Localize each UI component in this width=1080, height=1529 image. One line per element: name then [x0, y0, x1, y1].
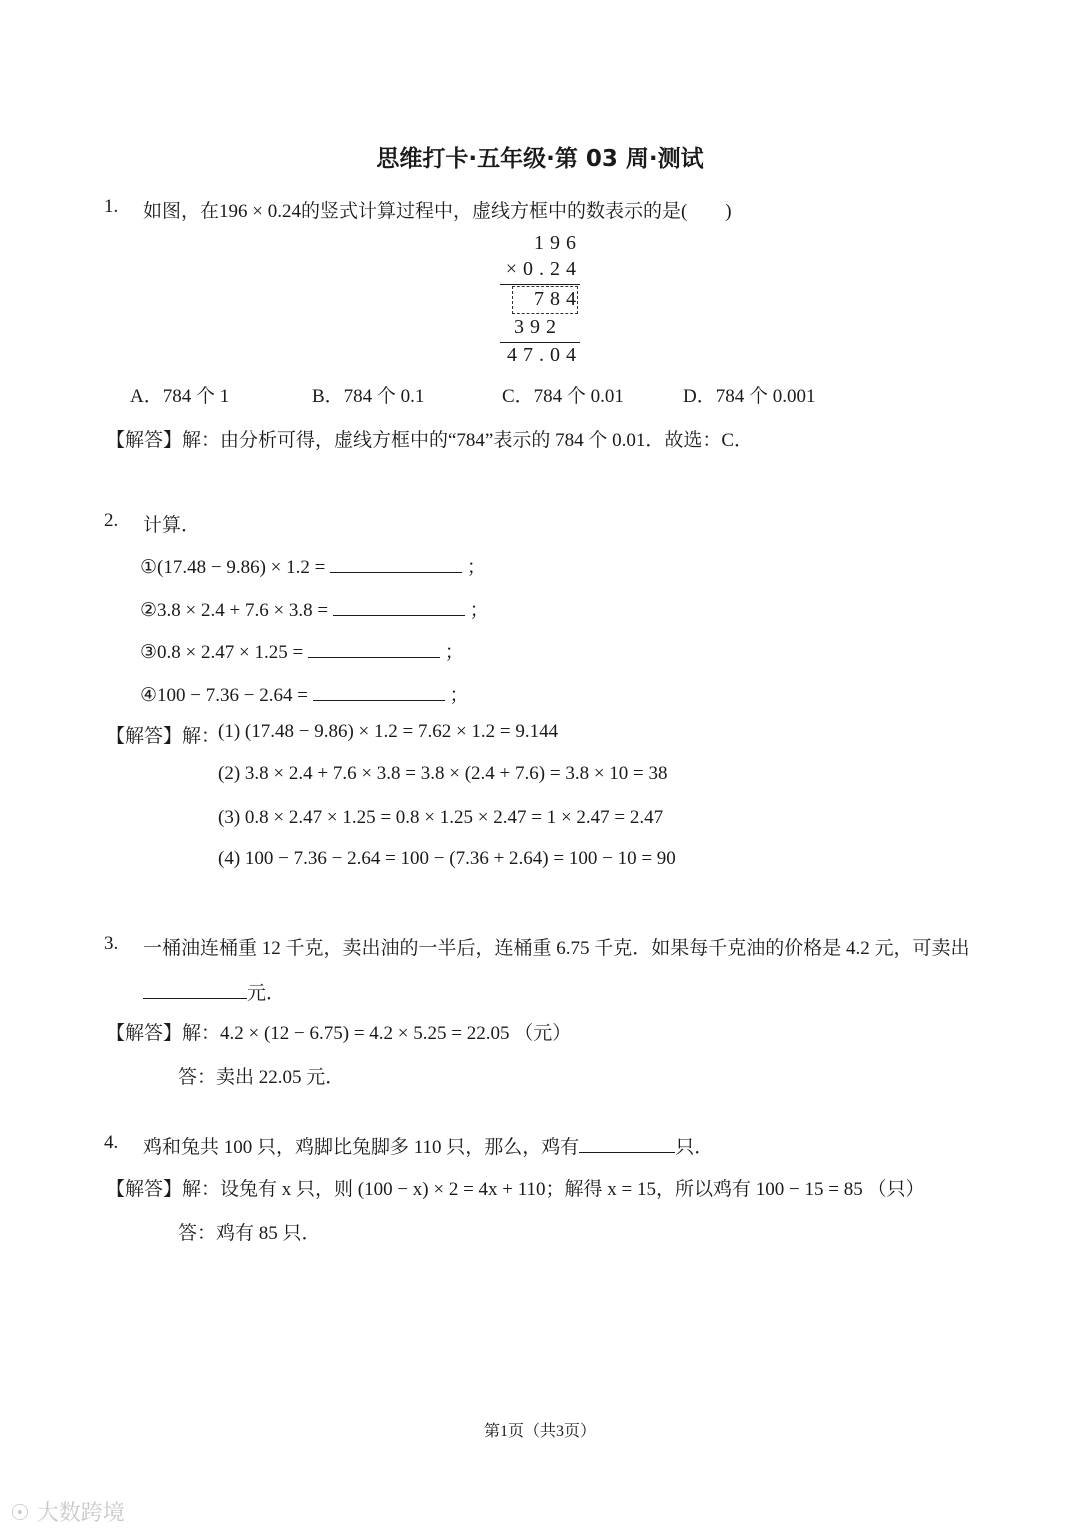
page-title: 思维打卡·五年级·第 03 周·测试 [376, 146, 704, 172]
watermark-logo-icon: ☉ [10, 1501, 30, 1526]
q4-reply: 答：鸡有 85 只． [178, 1223, 321, 1244]
q2-answer-3: (3) 0.8 × 2.47 × 1.25 = 0.8 × 1.25 × 2.47 = 1 × 2.47 = 2.47 [218, 807, 664, 828]
q2-answer-2: (2) 3.8 × 2.4 + 7.6 × 3.8 = 3.8 × (2.4 + 7.6) = 3.8 × 10 = 38 [218, 763, 668, 784]
q1-text: 如图，在196 × 0.24的竖式计算过程中，虚线方框中的数表示的是( ) [143, 201, 732, 222]
vertical-calculation [496, 228, 596, 368]
q3-reply: 答：卖出 22.05 元． [178, 1067, 345, 1088]
item-end: ； [466, 557, 486, 578]
q2-item-2-expr: ②3.8 × 2.4 + 7.6 × 3.8 = [140, 600, 329, 621]
q4-text [143, 1132, 713, 1159]
answer-blank [330, 554, 462, 573]
q2-item-3-expr: ③0.8 × 2.47 × 1.25 = [140, 642, 304, 663]
q2-item-4-expr: ④100 − 7.36 − 2.64 = [140, 685, 308, 706]
q1-option-c: C．784 个 0.01 [502, 386, 624, 407]
q3-answer: 【解答】解：4.2 × (12 − 6.75) = 4.2 × 5.25 = 22.05 （元） [106, 1023, 572, 1044]
page-footer: 第1页（共3页） [483, 1423, 596, 1440]
q4-text-b: 只． [675, 1137, 714, 1158]
calc-row-result: 47.04 [507, 344, 582, 366]
q3-suffix: 元． [247, 983, 286, 1004]
q2-item-1 [140, 552, 486, 579]
item-end: ； [469, 600, 489, 621]
q3-line2 [143, 978, 285, 1005]
q3-text: 一桶油连桶重 12 千克，卖出油的一半后，连桶重 6.75 千克．如果每千克油的价格是 4.2 元，可卖出 [143, 938, 970, 959]
calc-line [500, 342, 580, 343]
answer-blank [308, 639, 440, 658]
q2-text: 计算． [143, 515, 201, 536]
q1-option-d: D．784 个 0.001 [683, 386, 816, 407]
q1-option-b: B．784 个 0.1 [312, 386, 425, 407]
answer-blank [579, 1134, 675, 1153]
q2-item-2 [140, 595, 489, 622]
watermark [10, 1496, 125, 1527]
q2-item-1-expr: ①(17.48 − 9.86) × 1.2 = [140, 557, 326, 578]
answer-blank [143, 980, 247, 999]
calc-line [500, 284, 580, 285]
q1-option-a: A．784 个 1 [130, 386, 230, 407]
calc-row-partial-2: 392 [514, 316, 562, 338]
q2-answer-4: (4) 100 − 7.36 − 2.64 = 100 − (7.36 + 2.64) = 100 − 10 = 90 [218, 848, 676, 869]
q4-text-a: 鸡和兔共 100 只，鸡脚比兔脚多 110 只，那么，鸡有 [143, 1137, 580, 1158]
q4-number: 4. [104, 1132, 119, 1153]
answer-blank [313, 682, 445, 701]
calc-row-multiplicand: 196 [534, 232, 582, 254]
q4-answer: 【解答】解：设兔有 x 只，则 (100 − x) × 2 = 4x + 110；解得 x = 15，所以鸡有 100 − 15 = 85 （只） [106, 1179, 925, 1200]
q2-answer-1: (1) (17.48 − 9.86) × 1.2 = 7.62 × 1.2 = 9.144 [218, 721, 559, 742]
q2-item-3 [140, 637, 464, 664]
q2-number: 2. [104, 510, 119, 531]
answer-blank [333, 597, 465, 616]
item-end: ； [444, 642, 464, 663]
q2-item-4 [140, 680, 468, 707]
q1-number: 1. [104, 196, 119, 217]
item-end: ； [449, 685, 469, 706]
calc-row-partial-1: 784 [534, 288, 582, 310]
q1-answer: 【解答】解：由分析可得，虚线方框中的“784”表示的 784 个 0.01．故选：C． [106, 430, 754, 451]
q2-answer-label: 【解答】解： [106, 726, 221, 747]
calc-row-multiplier: ×0.24 [505, 258, 582, 280]
watermark-text: 大数跨境 [36, 1501, 125, 1526]
q3-number: 3. [104, 933, 119, 954]
